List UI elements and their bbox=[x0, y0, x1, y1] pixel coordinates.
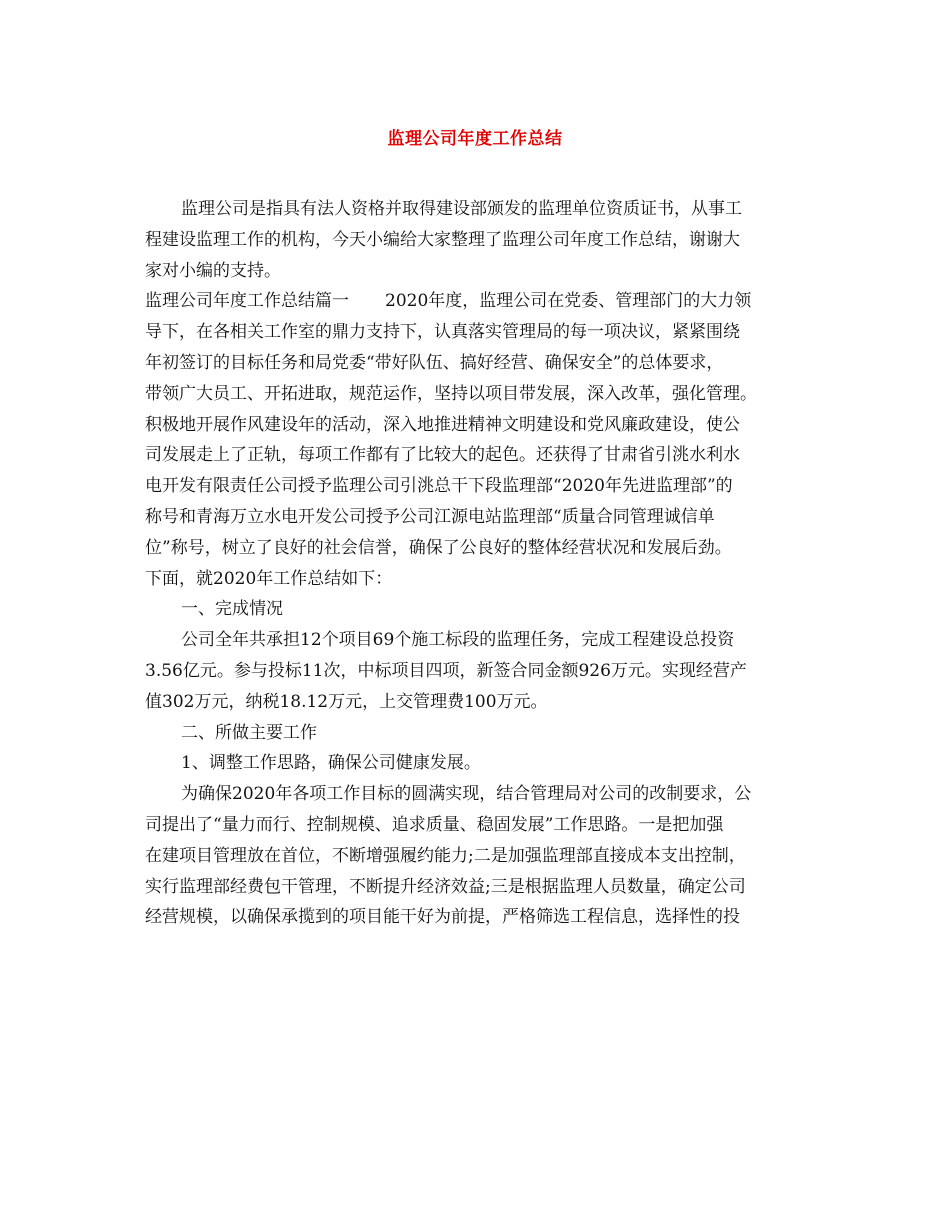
text-line: 电开发有限责任公司授予监理公司引洮总干下段监理部“2020年先进监理部”的 bbox=[145, 476, 733, 497]
text-line: 称号和青海万立水电开发公司授予公司江源电站监理部“质量合同管理诚信单 bbox=[145, 506, 715, 527]
text-line: 年初签订的目标任务和局党委“带好队伍、搞好经营、确保安全”的总体要求， bbox=[145, 352, 724, 373]
section-title: 监理公司年度工作总结篇一 bbox=[145, 291, 349, 312]
heading-line: 二、所做主要工作 bbox=[181, 722, 317, 743]
text-line: 经营规模，以确保承揽到的项目能干好为前提，严格筛选工程信息，选择性的投 bbox=[145, 907, 740, 928]
text-line: 积极地开展作风建设年的活动，深入地推进精神文明建设和党风廉政建设，使公 bbox=[145, 414, 740, 435]
text-line: 导下，在各相关工作室的鼎力支持下，认真落实管理局的每一项决议，紧紧围绕 bbox=[145, 322, 740, 343]
heading-line: 一、完成情况 bbox=[181, 599, 283, 620]
text-line: 公司全年共承担12个项目69个施工标段的监理任务，完成工程建设总投资 bbox=[181, 630, 735, 651]
subheading-line: 1、调整工作思路，确保公司健康发展。 bbox=[181, 753, 481, 774]
text-line: 监理公司是指具有法人资格并取得建设部颁发的监理单位资质证书，从事工 bbox=[181, 199, 742, 219]
text-line: 司提出了“量力而行、控制规模、追求质量、稳固发展”工作思路。一是把加强 bbox=[145, 814, 724, 835]
document-body bbox=[145, 194, 805, 933]
text-line: 带领广大员工、开拓进取，规范运作，坚持以项目带发展，深入改革，强化管理。 bbox=[145, 383, 757, 404]
text-line: 在建项目管理放在首位，不断增强履约能力;二是加强监理部直接成本支出控制， bbox=[145, 845, 746, 866]
document-title: 监理公司年度工作总结 bbox=[387, 129, 563, 149]
text-line: 家对小编的支持。 bbox=[145, 260, 281, 281]
text-line: 下面，就2020年工作总结如下： bbox=[145, 568, 393, 589]
text-line: 司发展走上了正轨，每项工作都有了比较大的起色。还获得了甘肃省引洮水利水 bbox=[145, 445, 740, 466]
text-line: 程建设监理工作的机构，今天小编给大家整理了监理公司年度工作总结，谢谢大 bbox=[145, 229, 740, 250]
text-line-section-heading bbox=[145, 286, 805, 317]
text-line: 位”称号，树立了良好的社会信誉，确保了公良好的整体经营状况和发展后劲。 bbox=[145, 537, 732, 558]
text-line: 实行监理部经费包干管理，不断提升经济效益;三是根据监理人员数量，确定公司 bbox=[145, 876, 746, 897]
text-line: 3.56亿元。参与投标11次，中标项目四项，新签合同金额926万元。实现经营产 bbox=[145, 660, 747, 681]
section-text: 2020年度，监理公司在党委、管理部门的大力领 bbox=[385, 291, 752, 312]
text-line: 值302万元，纳税18.12万元，上交管理费100万元。 bbox=[145, 691, 548, 712]
text-line: 为确保2020年各项工作目标的圆满实现，结合管理局对公司的改制要求，公 bbox=[181, 784, 752, 805]
